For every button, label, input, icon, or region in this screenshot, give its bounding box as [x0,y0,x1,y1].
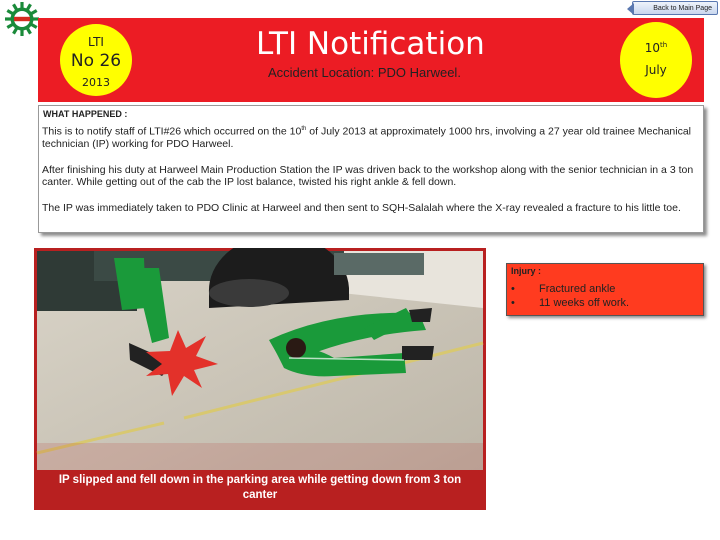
header-banner [38,18,704,102]
injury-panel [506,263,704,316]
back-button-label: Back to Main Page [653,4,712,12]
what-happened-paragraph-2: After finishing his duty at Harweel Main Production Station the IP was driven back to the workshop along with the senior technician in a 3 ton canter. While getting out of the cab the IP lost balance, twisted his right ankle & fell down. [42,164,694,188]
back-to-main-page-button[interactable] [632,1,718,15]
page-title: LTI Notification [256,26,485,62]
what-happened-heading: WHAT HAPPENED : [43,109,128,119]
photo-caption: IP slipped and fell down in the parking area while getting down from 3 ton canter [58,474,462,501]
injury-heading: Injury : [511,266,542,276]
back-arrow-icon [627,3,634,15]
date-badge [620,22,692,98]
date-month: July [645,63,667,77]
lti-number-badge [60,24,132,96]
injury-list [511,282,629,310]
date-day: 10th [644,41,668,55]
lti-badge-label: LTI [88,35,104,49]
lti-badge-year: 2013 [82,76,110,89]
injury-item: • Fractured ankle [511,283,616,295]
what-happened-paragraph-3: The IP was immediately taken to PDO Clinic at Harweel and then sent to SQH-Salalah where the X-ray revealed a fracture to his little toe. [42,202,681,214]
what-happened-paragraph-1: This is to notify staff of LTI#26 which occurred on the 10th of July 2013 at approximately 1000 hrs, involving a 27 year old trainee Mechanical technician (IP) working for PDO Harweel. [42,125,691,150]
incident-photo [34,248,486,510]
incident-photo-image [34,248,486,470]
accident-location: Accident Location: PDO Harweel. [268,65,461,80]
lti-badge-number: No 26 [70,51,122,71]
what-happened-panel [38,105,704,233]
company-logo [2,2,42,36]
injury-item: • 11 weeks off work. [511,297,630,309]
